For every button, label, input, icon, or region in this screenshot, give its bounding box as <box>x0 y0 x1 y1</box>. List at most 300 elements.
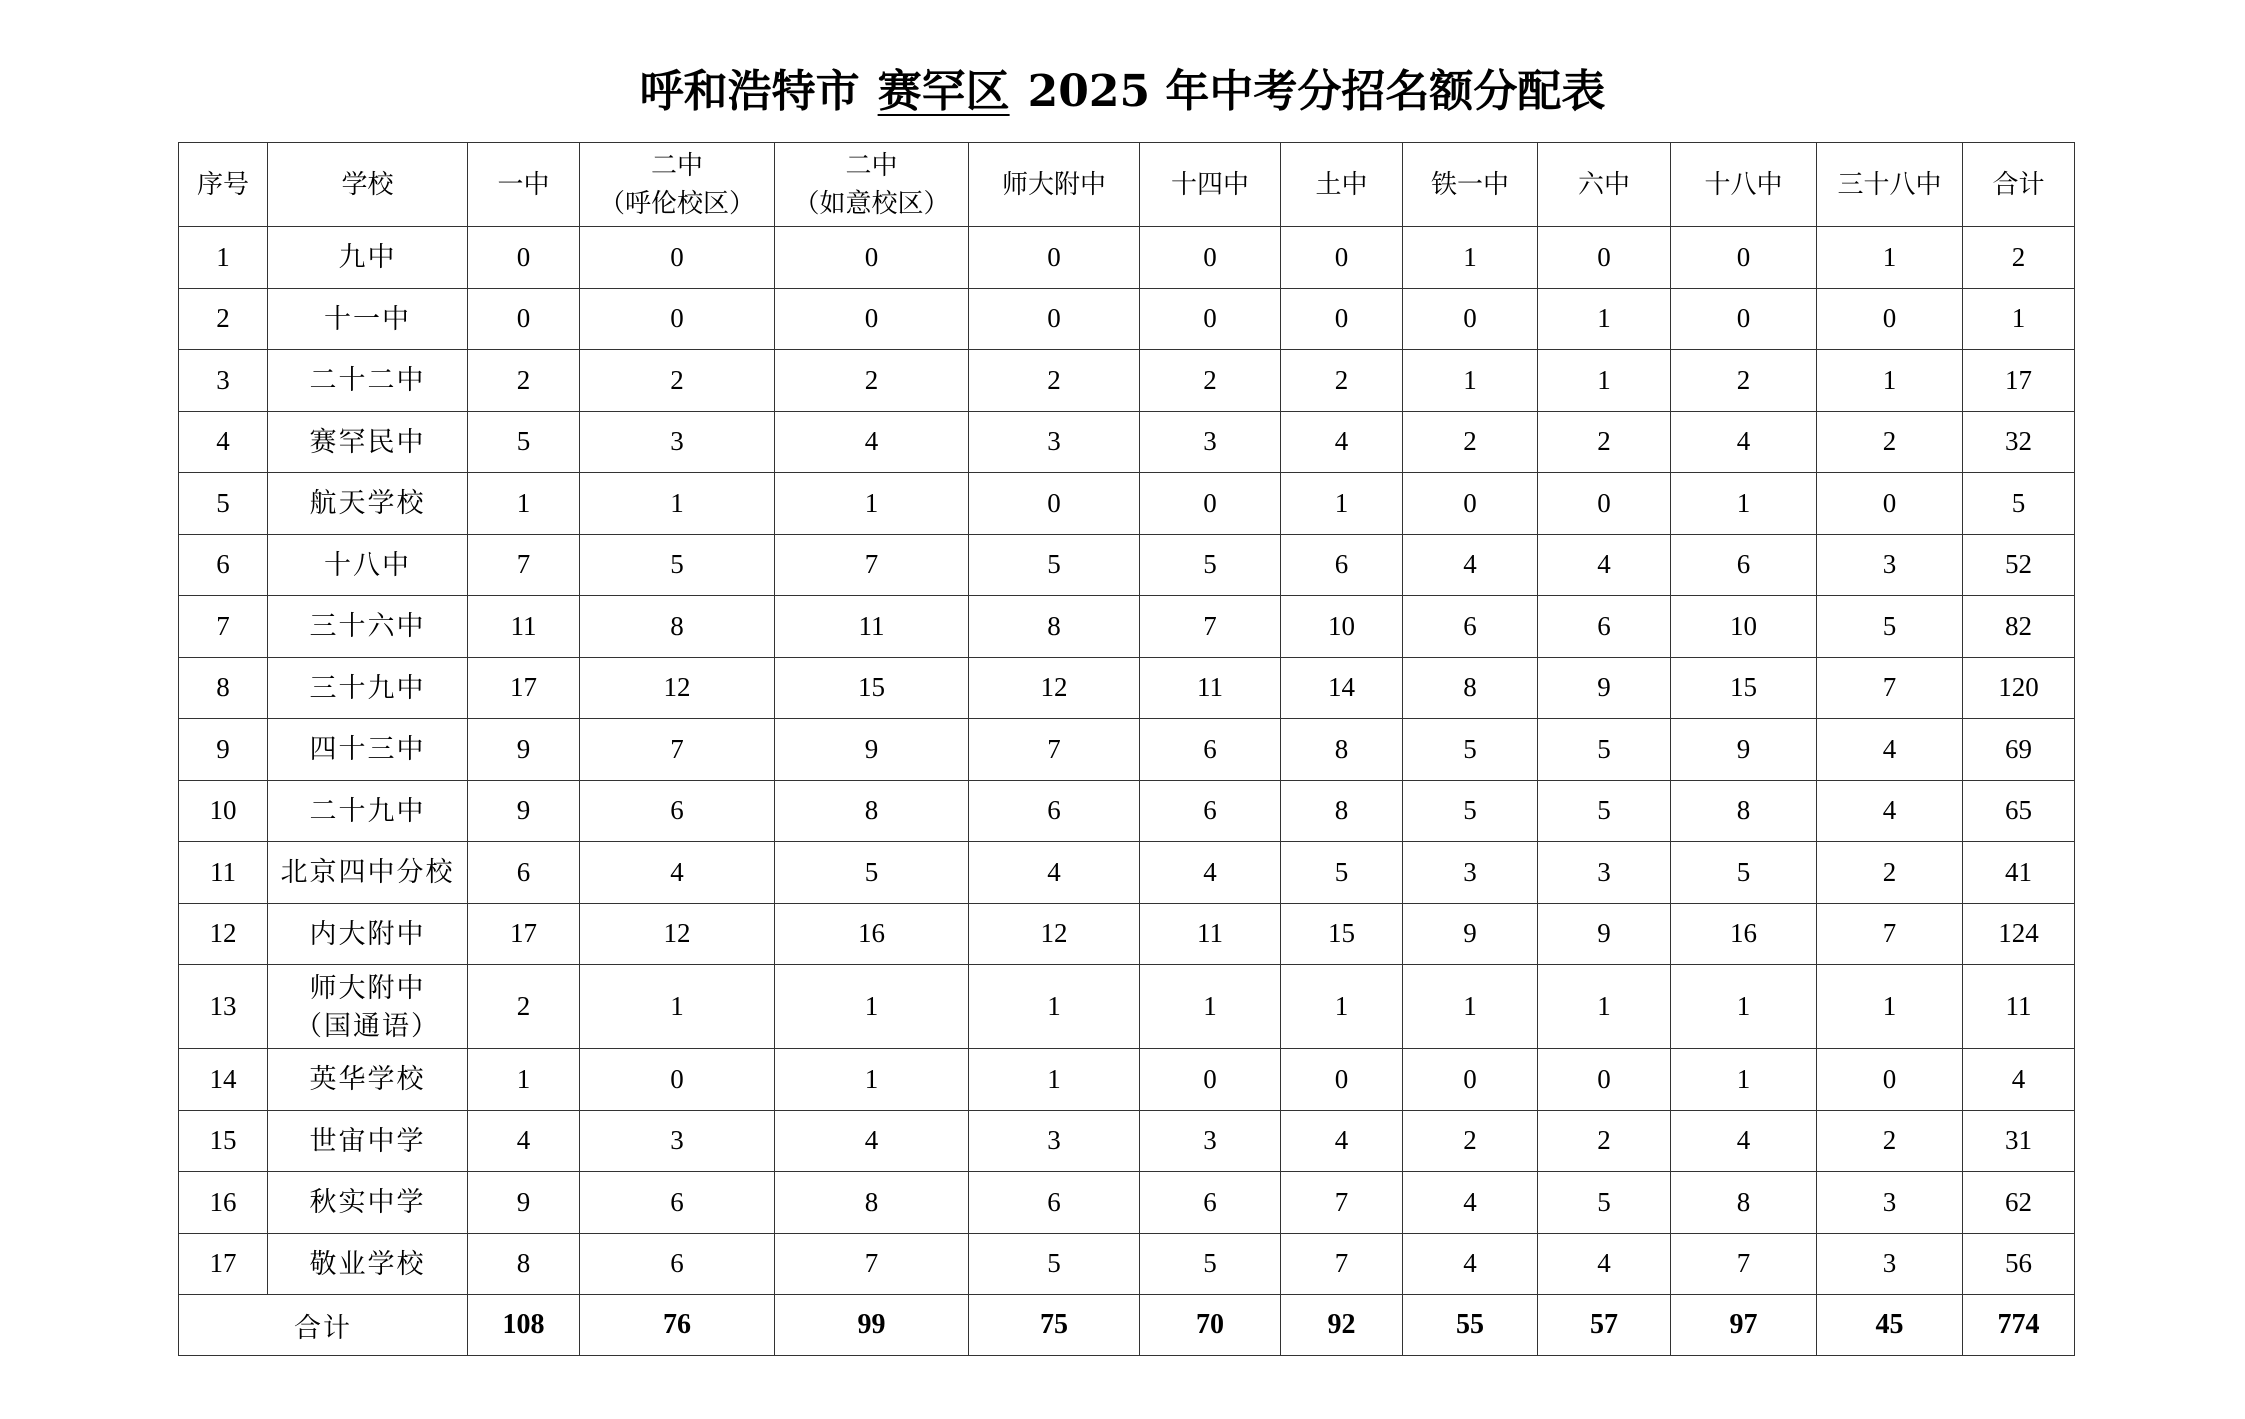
table-row <box>179 534 2075 596</box>
quota-cell: 0 <box>580 1049 775 1111</box>
quota-cell: 1 <box>1538 965 1671 1049</box>
row-index: 11 <box>179 842 268 904</box>
quota-cell: 2 <box>775 350 969 412</box>
quota-cell: 7 <box>969 719 1140 781</box>
quota-cell: 6 <box>1281 534 1403 596</box>
quota-cell: 16 <box>775 903 969 965</box>
table-row <box>179 842 2075 904</box>
row-total-cell: 65 <box>1963 780 2075 842</box>
quota-cell: 6 <box>969 780 1140 842</box>
quota-cell: 2 <box>1817 842 1963 904</box>
row-total-cell: 56 <box>1963 1233 2075 1295</box>
quota-cell: 1 <box>1281 965 1403 1049</box>
row-index: 9 <box>179 719 268 781</box>
quota-cell: 6 <box>1671 534 1817 596</box>
row-school <box>268 1172 468 1234</box>
quota-cell: 2 <box>1538 411 1671 473</box>
table-row <box>179 596 2075 658</box>
quota-cell: 14 <box>1281 657 1403 719</box>
quota-cell: 4 <box>1538 1233 1671 1295</box>
row-index: 17 <box>179 1233 268 1295</box>
school-name: 师大附中 <box>309 972 426 1003</box>
quota-cell: 8 <box>580 596 775 658</box>
allocation-table <box>178 142 2075 1356</box>
quota-cell: 1 <box>1817 227 1963 289</box>
row-total-cell: 2 <box>1963 227 2075 289</box>
row-index: 13 <box>179 965 268 1049</box>
column-total-cell: 97 <box>1671 1295 1817 1356</box>
quota-cell: 2 <box>468 350 580 412</box>
quota-cell: 0 <box>969 473 1140 535</box>
quota-cell: 10 <box>1281 596 1403 658</box>
row-total-cell: 11 <box>1963 965 2075 1049</box>
quota-cell: 0 <box>580 288 775 350</box>
quota-cell: 3 <box>969 1110 1140 1172</box>
quota-cell: 3 <box>1140 411 1281 473</box>
quota-cell: 3 <box>580 411 775 473</box>
quota-cell: 1 <box>1538 350 1671 412</box>
quota-cell: 10 <box>1671 596 1817 658</box>
row-school <box>268 288 468 350</box>
header-column-name: 一中 <box>497 169 550 200</box>
quota-cell: 6 <box>1140 719 1281 781</box>
total-label: 合计 <box>179 1295 468 1356</box>
quota-cell: 0 <box>1817 288 1963 350</box>
school-name: 赛罕民中 <box>309 426 426 457</box>
column-total-cell: 76 <box>580 1295 775 1356</box>
quota-cell: 1 <box>775 965 969 1049</box>
row-index: 7 <box>179 596 268 658</box>
total-row <box>179 1295 2075 1356</box>
row-school <box>268 719 468 781</box>
quota-cell: 0 <box>1817 1049 1963 1111</box>
quota-cell: 11 <box>1140 903 1281 965</box>
row-school <box>268 1110 468 1172</box>
quota-cell: 1 <box>468 473 580 535</box>
quota-cell: 4 <box>1140 842 1281 904</box>
quota-cell: 12 <box>969 657 1140 719</box>
header-column <box>1538 143 1671 227</box>
quota-cell: 0 <box>1671 227 1817 289</box>
quota-cell: 5 <box>775 842 969 904</box>
school-name: 三十六中 <box>309 611 426 642</box>
school-name: 世宙中学 <box>309 1125 426 1156</box>
quota-cell: 1 <box>580 965 775 1049</box>
quota-cell: 7 <box>1671 1233 1817 1295</box>
quota-cell: 2 <box>969 350 1140 412</box>
quota-cell: 17 <box>468 657 580 719</box>
quota-cell: 9 <box>468 780 580 842</box>
header-column-campus: （呼伦校区） <box>598 188 755 219</box>
row-school <box>268 1233 468 1295</box>
header-column-name: 土中 <box>1315 169 1368 200</box>
school-name: 三十九中 <box>309 672 426 703</box>
quota-cell: 7 <box>580 719 775 781</box>
quota-cell: 0 <box>969 288 1140 350</box>
quota-cell: 0 <box>1281 227 1403 289</box>
school-name: 敬业学校 <box>309 1248 426 1279</box>
row-total-cell: 124 <box>1963 903 2075 965</box>
quota-cell: 7 <box>468 534 580 596</box>
quota-cell: 0 <box>969 227 1140 289</box>
grand-total-cell: 774 <box>1963 1295 2075 1356</box>
quota-cell: 5 <box>580 534 775 596</box>
quota-cell: 5 <box>1538 780 1671 842</box>
quota-cell: 0 <box>1817 473 1963 535</box>
quota-cell: 1 <box>1403 965 1538 1049</box>
quota-cell: 0 <box>775 227 969 289</box>
quota-cell: 15 <box>1671 657 1817 719</box>
quota-cell: 1 <box>1403 227 1538 289</box>
column-total-cell: 55 <box>1403 1295 1538 1356</box>
header-column-name: 师大附中 <box>1001 169 1106 200</box>
row-total-cell: 1 <box>1963 288 2075 350</box>
header-column-name: 三十八中 <box>1837 169 1942 200</box>
quota-cell: 0 <box>580 227 775 289</box>
quota-cell: 9 <box>1403 903 1538 965</box>
quota-cell: 8 <box>969 596 1140 658</box>
header-column <box>969 143 1140 227</box>
quota-cell: 5 <box>1538 1172 1671 1234</box>
row-index: 1 <box>179 227 268 289</box>
header-column-name: 铁一中 <box>1430 169 1509 200</box>
quota-cell: 4 <box>1403 1233 1538 1295</box>
header-column <box>1963 143 2075 227</box>
quota-cell: 4 <box>1281 411 1403 473</box>
header-column <box>1403 143 1538 227</box>
quota-cell: 0 <box>468 227 580 289</box>
quota-cell: 2 <box>1817 411 1963 473</box>
row-total-cell: 41 <box>1963 842 2075 904</box>
table-row <box>179 350 2075 412</box>
row-school <box>268 842 468 904</box>
quota-cell: 6 <box>1140 1172 1281 1234</box>
quota-cell: 3 <box>1817 1172 1963 1234</box>
quota-cell: 2 <box>1403 1110 1538 1172</box>
quota-cell: 2 <box>1817 1110 1963 1172</box>
row-index: 3 <box>179 350 268 412</box>
row-school <box>268 227 468 289</box>
quota-cell: 0 <box>1403 473 1538 535</box>
quota-cell: 4 <box>969 842 1140 904</box>
header-column <box>468 143 580 227</box>
quota-cell: 3 <box>580 1110 775 1172</box>
header-column-name: 合计 <box>1992 169 2045 200</box>
quota-cell: 7 <box>1817 657 1963 719</box>
quota-cell: 5 <box>1671 842 1817 904</box>
column-total-cell: 75 <box>969 1295 1140 1356</box>
table-row <box>179 719 2075 781</box>
table-row <box>179 1172 2075 1234</box>
quota-cell: 3 <box>969 411 1140 473</box>
table-row <box>179 1233 2075 1295</box>
quota-cell: 3 <box>1817 534 1963 596</box>
quota-cell: 4 <box>1538 534 1671 596</box>
header-column-name: 二中 <box>845 150 898 181</box>
quota-cell: 9 <box>1538 903 1671 965</box>
header-column-campus: （如意校区） <box>793 188 950 219</box>
row-total-cell: 82 <box>1963 596 2075 658</box>
quota-cell: 6 <box>1403 596 1538 658</box>
quota-cell: 1 <box>1817 965 1963 1049</box>
row-index: 8 <box>179 657 268 719</box>
quota-cell: 0 <box>1403 288 1538 350</box>
quota-cell: 6 <box>580 780 775 842</box>
quota-cell: 1 <box>1671 965 1817 1049</box>
table-row <box>179 903 2075 965</box>
table-row <box>179 288 2075 350</box>
row-total-cell: 69 <box>1963 719 2075 781</box>
quota-cell: 2 <box>1671 350 1817 412</box>
row-index: 16 <box>179 1172 268 1234</box>
quota-cell: 1 <box>1281 473 1403 535</box>
table-row <box>179 780 2075 842</box>
header-column <box>775 143 969 227</box>
quota-cell: 1 <box>1403 350 1538 412</box>
title-district: 赛罕区 <box>877 66 1010 117</box>
quota-cell: 9 <box>1538 657 1671 719</box>
school-name: 四十三中 <box>309 734 426 765</box>
quota-cell: 4 <box>1403 1172 1538 1234</box>
title-rest: 2025 年中考分招名额分配表 <box>1027 66 1606 117</box>
row-total-cell: 32 <box>1963 411 2075 473</box>
quota-cell: 7 <box>1140 596 1281 658</box>
column-total-cell: 108 <box>468 1295 580 1356</box>
quota-cell: 4 <box>468 1110 580 1172</box>
row-school <box>268 965 468 1049</box>
quota-cell: 12 <box>580 903 775 965</box>
table-row <box>179 227 2075 289</box>
row-school <box>268 903 468 965</box>
quota-cell: 9 <box>468 1172 580 1234</box>
row-school <box>268 596 468 658</box>
quota-cell: 4 <box>1281 1110 1403 1172</box>
quota-cell: 5 <box>1281 842 1403 904</box>
header-column-name: 十八中 <box>1704 169 1783 200</box>
quota-cell: 4 <box>775 411 969 473</box>
quota-cell: 11 <box>775 596 969 658</box>
header-school: 学校 <box>268 143 468 227</box>
quota-cell: 8 <box>1281 719 1403 781</box>
quota-cell: 3 <box>1140 1110 1281 1172</box>
row-total-cell: 31 <box>1963 1110 2075 1172</box>
quota-cell: 7 <box>1817 903 1963 965</box>
row-total-cell: 4 <box>1963 1049 2075 1111</box>
page-title <box>0 62 2245 122</box>
quota-cell: 1 <box>775 473 969 535</box>
school-name: 英华学校 <box>309 1064 426 1095</box>
table-row <box>179 1049 2075 1111</box>
quota-cell: 3 <box>1817 1233 1963 1295</box>
quota-cell: 9 <box>468 719 580 781</box>
quota-cell: 5 <box>969 1233 1140 1295</box>
quota-cell: 6 <box>580 1233 775 1295</box>
quota-cell: 2 <box>1538 1110 1671 1172</box>
quota-cell: 8 <box>775 780 969 842</box>
quota-cell: 6 <box>468 842 580 904</box>
title-city: 呼和浩特市 <box>639 66 860 117</box>
quota-cell: 1 <box>969 1049 1140 1111</box>
column-total-cell: 92 <box>1281 1295 1403 1356</box>
quota-cell: 15 <box>1281 903 1403 965</box>
quota-cell: 4 <box>1817 780 1963 842</box>
row-index: 5 <box>179 473 268 535</box>
table-row <box>179 411 2075 473</box>
quota-cell: 4 <box>1671 411 1817 473</box>
row-school <box>268 350 468 412</box>
row-school <box>268 657 468 719</box>
column-total-cell: 99 <box>775 1295 969 1356</box>
quota-cell: 4 <box>775 1110 969 1172</box>
quota-cell: 7 <box>1281 1233 1403 1295</box>
quota-cell: 12 <box>580 657 775 719</box>
quota-cell: 5 <box>468 411 580 473</box>
school-name: 北京四中分校 <box>280 857 455 888</box>
quota-cell: 0 <box>468 288 580 350</box>
quota-cell: 6 <box>580 1172 775 1234</box>
school-name: 二十九中 <box>309 795 426 826</box>
header-row <box>179 143 2075 227</box>
school-note: （国通语） <box>295 1010 440 1041</box>
quota-cell: 0 <box>1538 473 1671 535</box>
quota-cell: 0 <box>1140 473 1281 535</box>
header-column <box>580 143 775 227</box>
row-total-cell: 62 <box>1963 1172 2075 1234</box>
quota-cell: 4 <box>580 842 775 904</box>
row-index: 4 <box>179 411 268 473</box>
table-row <box>179 473 2075 535</box>
table-row <box>179 1110 2075 1172</box>
header-column-name: 二中 <box>650 150 703 181</box>
quota-cell: 8 <box>1671 780 1817 842</box>
quota-cell: 5 <box>1140 534 1281 596</box>
quota-cell: 2 <box>1281 350 1403 412</box>
quota-cell: 5 <box>1817 596 1963 658</box>
quota-cell: 8 <box>1281 780 1403 842</box>
quota-cell: 5 <box>969 534 1140 596</box>
quota-cell: 1 <box>580 473 775 535</box>
table-row <box>179 965 2075 1049</box>
quota-cell: 3 <box>1403 842 1538 904</box>
quota-cell: 12 <box>969 903 1140 965</box>
quota-cell: 8 <box>1403 657 1538 719</box>
column-total-cell: 45 <box>1817 1295 1963 1356</box>
row-total-cell: 52 <box>1963 534 2075 596</box>
quota-cell: 5 <box>1538 719 1671 781</box>
row-index: 12 <box>179 903 268 965</box>
header-column-name: 六中 <box>1577 169 1630 200</box>
header-column-name: 十四中 <box>1170 169 1249 200</box>
quota-cell: 0 <box>1140 1049 1281 1111</box>
quota-cell: 9 <box>1671 719 1817 781</box>
row-school <box>268 1049 468 1111</box>
quota-cell: 4 <box>1817 719 1963 781</box>
quota-cell: 1 <box>1538 288 1671 350</box>
quota-cell: 1 <box>1817 350 1963 412</box>
quota-cell: 0 <box>1281 288 1403 350</box>
row-total-cell: 120 <box>1963 657 2075 719</box>
quota-cell: 6 <box>969 1172 1140 1234</box>
row-school <box>268 780 468 842</box>
column-total-cell: 57 <box>1538 1295 1671 1356</box>
row-school <box>268 473 468 535</box>
row-school <box>268 534 468 596</box>
row-index: 14 <box>179 1049 268 1111</box>
quota-cell: 3 <box>1538 842 1671 904</box>
header-column <box>1140 143 1281 227</box>
quota-cell: 2 <box>468 965 580 1049</box>
quota-cell: 15 <box>775 657 969 719</box>
table-row <box>179 657 2075 719</box>
school-name: 二十二中 <box>309 365 426 396</box>
quota-cell: 6 <box>1538 596 1671 658</box>
quota-cell: 0 <box>1140 288 1281 350</box>
school-name: 秋实中学 <box>309 1187 426 1218</box>
quota-cell: 8 <box>775 1172 969 1234</box>
quota-cell: 2 <box>1140 350 1281 412</box>
row-school <box>268 411 468 473</box>
school-name: 九中 <box>338 242 397 273</box>
quota-cell: 7 <box>775 534 969 596</box>
quota-cell: 5 <box>1403 780 1538 842</box>
row-index: 2 <box>179 288 268 350</box>
quota-cell: 9 <box>775 719 969 781</box>
quota-cell: 2 <box>580 350 775 412</box>
quota-cell: 11 <box>468 596 580 658</box>
quota-cell: 0 <box>1140 227 1281 289</box>
header-column <box>1281 143 1403 227</box>
quota-cell: 1 <box>1671 473 1817 535</box>
header-column <box>1671 143 1817 227</box>
column-total-cell: 70 <box>1140 1295 1281 1356</box>
quota-cell: 1 <box>775 1049 969 1111</box>
row-index: 10 <box>179 780 268 842</box>
quota-cell: 4 <box>1403 534 1538 596</box>
quota-cell: 8 <box>468 1233 580 1295</box>
row-total-cell: 17 <box>1963 350 2075 412</box>
school-name: 十八中 <box>324 549 411 580</box>
quota-cell: 1 <box>969 965 1140 1049</box>
header-index: 序号 <box>179 143 268 227</box>
quota-cell: 17 <box>468 903 580 965</box>
school-name: 十一中 <box>324 303 411 334</box>
quota-cell: 4 <box>1671 1110 1817 1172</box>
quota-cell: 8 <box>1671 1172 1817 1234</box>
school-name: 航天学校 <box>309 488 426 519</box>
quota-cell: 11 <box>1140 657 1281 719</box>
header-column <box>1817 143 1963 227</box>
quota-cell: 16 <box>1671 903 1817 965</box>
quota-cell: 7 <box>775 1233 969 1295</box>
quota-cell: 1 <box>1671 1049 1817 1111</box>
quota-cell: 5 <box>1403 719 1538 781</box>
quota-cell: 0 <box>1538 1049 1671 1111</box>
quota-cell: 0 <box>1671 288 1817 350</box>
quota-cell: 1 <box>468 1049 580 1111</box>
quota-cell: 2 <box>1403 411 1538 473</box>
quota-cell: 0 <box>1538 227 1671 289</box>
quota-cell: 0 <box>1403 1049 1538 1111</box>
quota-cell: 0 <box>775 288 969 350</box>
quota-cell: 7 <box>1281 1172 1403 1234</box>
quota-cell: 1 <box>1140 965 1281 1049</box>
quota-cell: 5 <box>1140 1233 1281 1295</box>
quota-cell: 6 <box>1140 780 1281 842</box>
row-index: 6 <box>179 534 268 596</box>
quota-cell: 0 <box>1281 1049 1403 1111</box>
row-total-cell: 5 <box>1963 473 2075 535</box>
school-name: 内大附中 <box>309 918 426 949</box>
